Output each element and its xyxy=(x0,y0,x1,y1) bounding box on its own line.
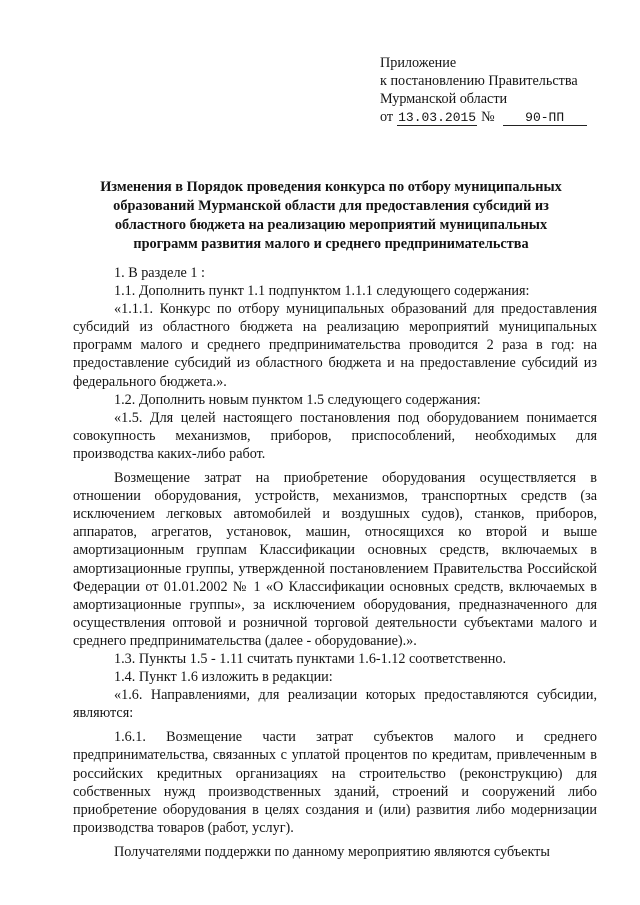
document-title xyxy=(92,178,570,254)
paragraph-recipients: Получателями поддержки по данному мероприятию являются субъекты xyxy=(114,843,550,860)
paragraph-equipment-compensation: Возмещение затрат на приобретение оборудования осуществляется в отношении оборудования, устройств, механизмов, транспортных средств (за исключением легковых автомобилей и воздушных судов), станков, приборов, аппаратов, агрегатов, установок, машин, относящихся ко второй и выше амортизационным группам Классификации основных средств, включаемых в амортизационные группы, утвержденной постановлением Правительства Российской Федерации от 01.01.2002 № 1 «О Классификации основных средств, включаемых в амортизационные группы», за исключением оборудования, предназначенного для осуществления оптовой и розничной торговой деятельности субъектами малого и среднего предпринимательства (далее - оборудование).». xyxy=(73,470,597,649)
appendix-from-label: от xyxy=(380,109,394,125)
appendix-number-sign: № xyxy=(481,109,495,125)
paragraph-1-4: 1.4. Пункт 1.6 изложить в редакции: xyxy=(114,669,333,686)
title-line: областного бюджета на реализацию мероприятий муниципальных xyxy=(114,217,548,233)
appendix-date-line xyxy=(380,108,587,126)
paragraph-1-5: «1.5. Для целей настоящего постановления под оборудованием понимается совокупность механизмов, приборов, приспособлений, необходимых для производства каких-либо работ. xyxy=(73,409,597,462)
paragraph-1-6-1: 1.6.1. Возмещение части затрат субъектов малого и среднего предпринимательства, связанных с уплатой процентов по кредитам, привлеченным в российских кредитных организациях на строительство (реконструкцию) для собственных нужд производственных зданий, строений и сооружений либо приобретение оборудования в целях создания и (или) развития либо модернизации производства товаров (работ, услуг). xyxy=(73,729,597,836)
document-body xyxy=(73,264,597,861)
appendix-number: 90-ПП xyxy=(503,110,587,126)
title-line: Изменения в Порядок проведения конкурса по отбору муниципальных xyxy=(100,179,562,195)
title-line: образований Мурманской области для предоставления субсидий из xyxy=(113,198,549,214)
paragraph-section-1: 1. В разделе 1 : xyxy=(114,265,205,281)
appendix-block xyxy=(380,54,587,126)
appendix-date: 13.03.2015 xyxy=(398,110,477,125)
appendix-reference: к постановлению Правительства xyxy=(380,73,578,89)
paragraph-1-6: «1.6. Направлениями, для реализации которых предоставляются субсидии, являются: xyxy=(73,687,597,722)
paragraph-1-3: 1.3. Пункты 1.5 - 1.11 считать пунктами 1.6-1.12 соответственно. xyxy=(114,650,507,667)
paragraph-1-1: 1.1. Дополнить пункт 1.1 подпунктом 1.1.1 следующего содержания: xyxy=(114,283,530,300)
appendix-region: Мурманской области xyxy=(380,91,508,107)
appendix-heading: Приложение xyxy=(380,55,457,71)
title-line: программ развития малого и среднего предпринимательства xyxy=(133,236,529,252)
paragraph-1-1-1: «1.1.1. Конкурс по отбору муниципальных образований для предоставления субсидий из областного бюджета на реализацию мероприятий муниципальных программ малого и среднего предпринимательства проводится 2 раза в год: на предоставление субсидий из областного бюджета и на предоставление субсидий из федерального бюджета.». xyxy=(73,301,597,390)
paragraph-1-2: 1.2. Дополнить новым пунктом 1.5 следующего содержания: xyxy=(114,391,481,408)
